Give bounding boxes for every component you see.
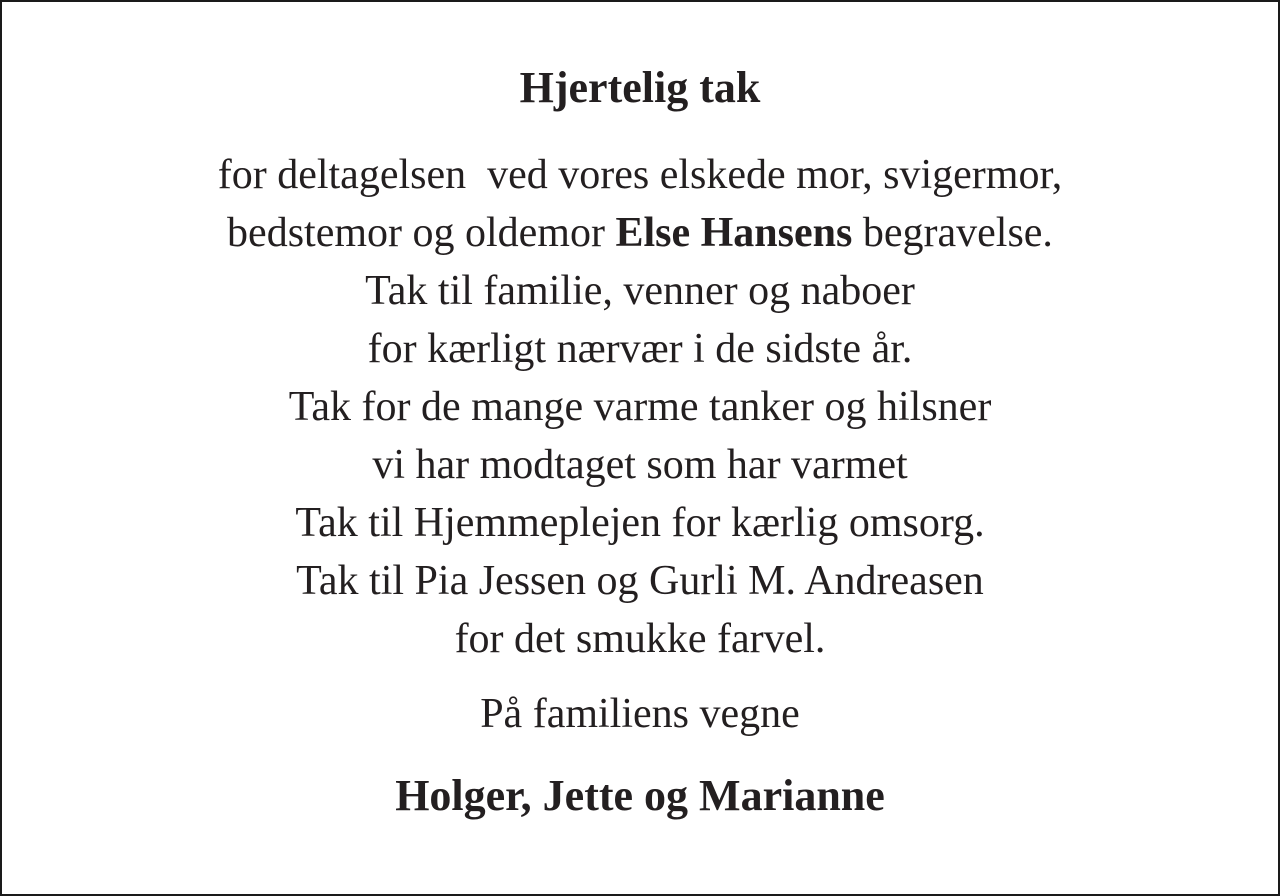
notice-heading: Hjertelig tak: [519, 63, 761, 112]
closing-line: På familiens vegne: [480, 691, 800, 737]
body-line-1: for deltagelsen ved vores elskede mor, svigermor,: [217, 152, 1063, 198]
body-line-2-start: bedstemor og oldemor: [227, 210, 616, 256]
body-line-4: for kærligt nærvær i de sidste år.: [367, 326, 913, 372]
body-line-2-end: begravelse.: [852, 210, 1053, 256]
body-line-6: vi har modtaget som har varmet: [372, 442, 908, 488]
notice-body: [2, 146, 1278, 668]
deceased-name: Else Hansens: [615, 210, 853, 256]
body-line-2: [2, 204, 1278, 262]
body-line-7: Tak til Hjemmeplejen for kærlig omsorg.: [295, 500, 985, 546]
body-line-8: Tak til Pia Jessen og Gurli M. Andreasen: [296, 558, 984, 604]
signature: Holger, Jette og Marianne: [395, 771, 885, 820]
body-line-9: for det smukke farvel.: [454, 616, 826, 662]
body-line-3: Tak til familie, venner og naboer: [365, 268, 915, 314]
body-line-5: Tak for de mange varme tanker og hilsner: [288, 384, 992, 430]
